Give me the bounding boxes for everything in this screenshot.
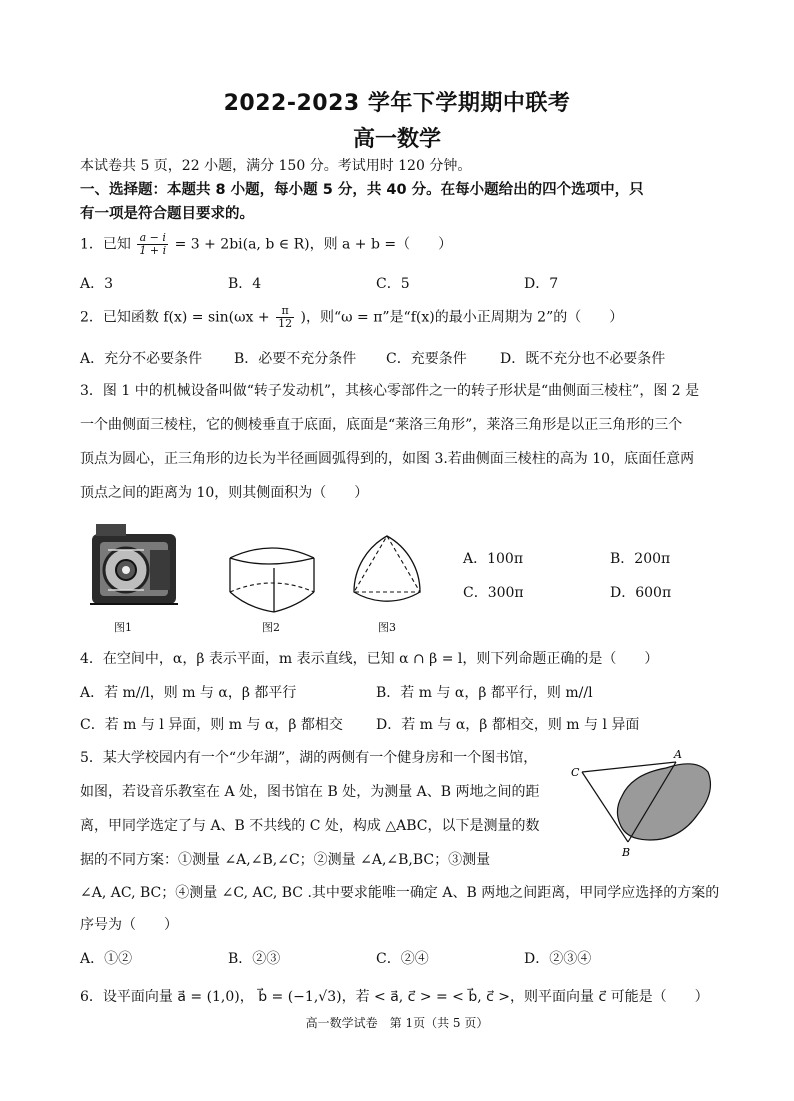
- q1-rest: = 3 + 2bi(a, b ∈ R)，则 a + b =（ ）: [174, 236, 453, 253]
- q1-frac-den: 1 + i: [139, 244, 167, 257]
- page-footer: 高一数学试卷 第 1页（共 5 页）: [305, 1016, 489, 1030]
- question-6-stem: 6．设平面向量 a⃗ = (1,0)， b⃗ = (−1,√3)，若 < a⃗, c⃗ > = < b⃗, c⃗ >，则平面向量 c⃗ 可能是（ ）: [80, 989, 709, 1005]
- figure-2-caption: 图2: [262, 621, 280, 634]
- lake-triangle-figure: [570, 748, 720, 860]
- q2-frac-num: π: [276, 305, 294, 318]
- q2-frac-den: 12: [278, 317, 293, 330]
- q1-option-b: B．4: [228, 276, 262, 292]
- q5-option-d: D．②③④: [524, 951, 592, 967]
- q5-line-2: 如图，若设音乐教室在 A 处，图书馆在 B 处，为测量 A、B 两地之间的距: [80, 784, 540, 800]
- figure-3-caption: 图3: [378, 621, 396, 634]
- q5-line-3: 离，甲同学选定了与 A、B 不共线的 C 处，构成 △ABC，以下是测量的数: [80, 818, 540, 834]
- subject-title: 高一数学: [352, 127, 441, 152]
- question-1: [80, 232, 452, 257]
- q2-fraction: [276, 305, 294, 330]
- q2-rest: )，则“ω = π”是“f(x)的最小正周期为 2”的（ ）: [300, 309, 624, 326]
- q3-line-2: 一个曲侧面三棱柱，它的侧棱垂直于底面，底面是“莱洛三角形”，莱洛三角形是以正三角形的三个: [80, 417, 683, 433]
- q3-line-1: 3．图 1 中的机械设备叫做“转子发动机”，其核心零部件之一的转子形状是“曲侧面三棱柱”，图 2 是: [80, 383, 700, 399]
- q4-option-b: B．若 m 与 α，β 都平行，则 m//l: [376, 685, 593, 701]
- exam-title: 2022-2023 学年下学期期中联考: [223, 91, 571, 116]
- point-c-label: C: [571, 766, 580, 779]
- q2-option-a: A．充分不必要条件: [80, 351, 203, 367]
- reuleaux-triangle-figure: [348, 530, 426, 608]
- q4-option-a: A．若 m//l，则 m 与 α，β 都平行: [80, 685, 297, 701]
- q2-option-c: C．充要条件: [386, 351, 467, 367]
- q4-option-c: C．若 m 与 l 异面，则 m 与 α，β 都相交: [80, 717, 343, 733]
- q3-line-3: 顶点为圆心，正三角形的边长为半径画圆弧得到的，如图 3.若曲侧面三棱柱的高为 10，底面任意两: [80, 451, 695, 467]
- point-b-label: B: [622, 846, 631, 859]
- q2-option-b: B．必要不充分条件: [234, 351, 357, 367]
- q3-option-a: A．100π: [463, 551, 524, 567]
- point-a-label: A: [674, 748, 682, 761]
- question-2: [80, 305, 623, 330]
- q5-option-b: B．②③: [228, 951, 281, 967]
- q3-option-b: B．200π: [610, 551, 671, 567]
- q3-line-4: 顶点之间的距离为 10，则其侧面积为（ ）: [80, 485, 369, 501]
- q1-frac-num: a − i: [137, 232, 168, 245]
- q5-line-6: 序号为（ ）: [80, 917, 178, 933]
- q5-line-4: 据的不同方案：①测量 ∠A,∠B,∠C；②测量 ∠A,∠B,BC；③测量: [80, 852, 491, 868]
- q1-option-a: A．3: [80, 276, 114, 292]
- q4-option-d: D．若 m 与 α，β 都相交，则 m 与 l 异面: [376, 717, 640, 733]
- q2-prefix: 2．已知函数 f(x) = sin(ωx +: [80, 309, 270, 326]
- question-4-stem: 4．在空间中，α，β 表示平面，m 表示直线，已知 α ∩ β = l，则下列命题正确的是（ ）: [80, 651, 659, 667]
- q3-option-c: C．300π: [463, 585, 524, 601]
- q3-option-d: D．600π: [610, 585, 672, 601]
- q5-option-a: A．①②: [80, 951, 133, 967]
- curved-prism-figure: [222, 540, 322, 616]
- q1-option-c: C．5: [376, 276, 410, 292]
- q2-option-d: D．既不充分也不必要条件: [500, 351, 666, 367]
- q1-option-d: D．7: [524, 276, 559, 292]
- q5-option-c: C．②④: [376, 951, 429, 967]
- section-heading-line1: 一、选择题：本题共 8 小题，每小题 5 分，共 40 分。在每小题给出的四个选项中，只: [80, 182, 644, 198]
- section-heading-line2: 有一项是符合题目要求的。: [80, 206, 254, 222]
- exam-intro: 本试卷共 5 页，22 小题，满分 150 分。考试用时 120 分钟。: [80, 158, 472, 174]
- q1-prefix: 1．已知: [80, 236, 131, 253]
- rotary-engine-figure: [86, 520, 182, 610]
- q5-line-1: 5．某大学校园内有一个“少年湖”，湖的两侧有一个健身房和一个图书馆，: [80, 750, 538, 766]
- q1-fraction: [137, 232, 168, 257]
- figure-1-caption: 图1: [114, 621, 132, 634]
- q5-line-5: ∠A, AC, BC；④测量 ∠C, AC, BC .其中要求能唯一确定 A、B 两地之间距离，甲同学应选择的方案的: [80, 885, 720, 901]
